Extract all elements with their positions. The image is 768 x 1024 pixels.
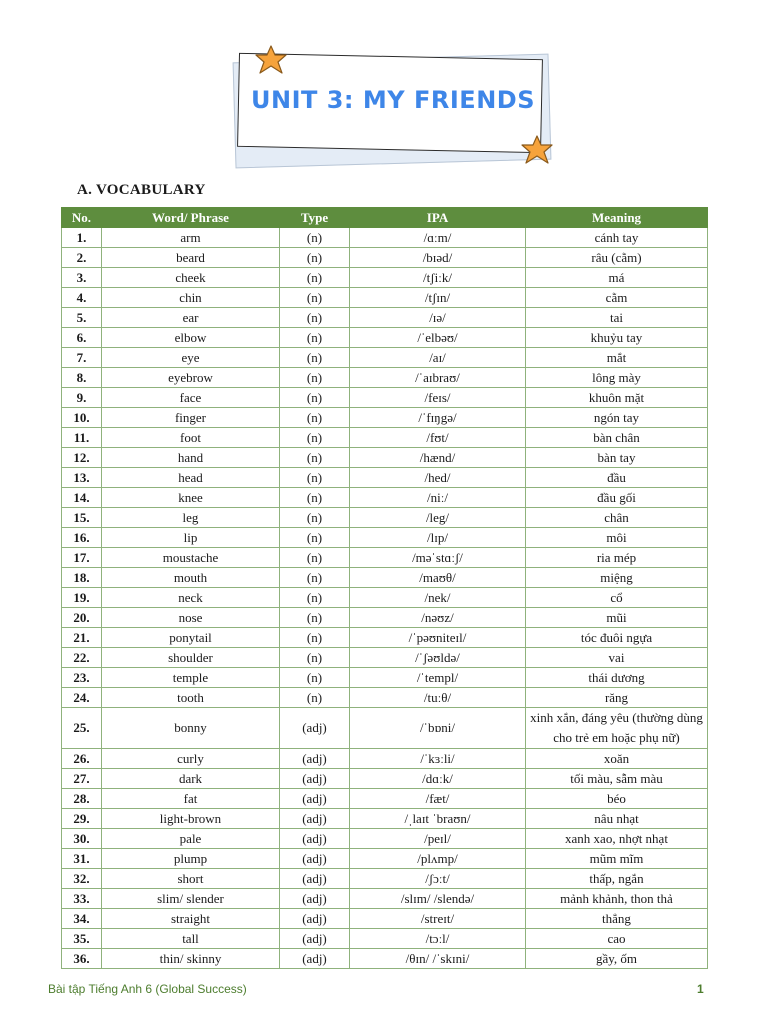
- cell-ipa: /tɔːl/: [350, 929, 526, 949]
- cell-no: 3.: [62, 268, 102, 288]
- header-no: No.: [62, 208, 102, 228]
- cell-no: 29.: [62, 809, 102, 829]
- cell-no: 18.: [62, 568, 102, 588]
- cell-word: head: [102, 468, 280, 488]
- cell-word: slim/ slender: [102, 889, 280, 909]
- cell-type: (n): [280, 448, 350, 468]
- cell-meaning: cổ: [526, 588, 708, 608]
- table-row: [62, 668, 708, 688]
- cell-meaning: bàn chân: [526, 428, 708, 448]
- cell-ipa: /ʃɔːt/: [350, 869, 526, 889]
- cell-no: 27.: [62, 769, 102, 789]
- table-row: [62, 548, 708, 568]
- cell-ipa: /maʊθ/: [350, 568, 526, 588]
- cell-meaning: thái dương: [526, 668, 708, 688]
- cell-type: (n): [280, 328, 350, 348]
- table-row: [62, 508, 708, 528]
- cell-word: neck: [102, 588, 280, 608]
- cell-type: (adj): [280, 708, 350, 749]
- cell-word: curly: [102, 749, 280, 769]
- cell-word: leg: [102, 508, 280, 528]
- table-row: [62, 829, 708, 849]
- cell-type: (n): [280, 528, 350, 548]
- header-type: Type: [280, 208, 350, 228]
- cell-type: (adj): [280, 909, 350, 929]
- table-row: [62, 688, 708, 708]
- cell-no: 28.: [62, 789, 102, 809]
- cell-meaning: má: [526, 268, 708, 288]
- cell-meaning: miệng: [526, 568, 708, 588]
- cell-meaning: mắt: [526, 348, 708, 368]
- cell-no: 23.: [62, 668, 102, 688]
- cell-type: (n): [280, 288, 350, 308]
- table-row: [62, 869, 708, 889]
- table-row: [62, 348, 708, 368]
- header-word: Word/ Phrase: [102, 208, 280, 228]
- cell-ipa: /peɪl/: [350, 829, 526, 849]
- cell-word: ponytail: [102, 628, 280, 648]
- header-meaning: Meaning: [526, 208, 708, 228]
- cell-no: 31.: [62, 849, 102, 869]
- cell-type: (n): [280, 688, 350, 708]
- cell-no: 20.: [62, 608, 102, 628]
- cell-ipa: /hænd/: [350, 448, 526, 468]
- cell-word: fat: [102, 789, 280, 809]
- cell-type: (n): [280, 508, 350, 528]
- cell-type: (n): [280, 588, 350, 608]
- table-row: [62, 248, 708, 268]
- cell-word: pale: [102, 829, 280, 849]
- cell-meaning: đầu gối: [526, 488, 708, 508]
- cell-type: (adj): [280, 769, 350, 789]
- cell-meaning: lông mày: [526, 368, 708, 388]
- cell-type: (n): [280, 248, 350, 268]
- table-body: [62, 228, 708, 969]
- cell-ipa: /tʃiːk/: [350, 268, 526, 288]
- cell-meaning: béo: [526, 789, 708, 809]
- cell-no: 6.: [62, 328, 102, 348]
- cell-word: eyebrow: [102, 368, 280, 388]
- cell-ipa: /aɪ/: [350, 348, 526, 368]
- section-heading: A. VOCABULARY: [77, 182, 206, 198]
- cell-type: (n): [280, 348, 350, 368]
- cell-type: (adj): [280, 809, 350, 829]
- table-row: [62, 608, 708, 628]
- cell-word: knee: [102, 488, 280, 508]
- cell-no: 13.: [62, 468, 102, 488]
- table-row: [62, 468, 708, 488]
- table-row: [62, 228, 708, 248]
- cell-type: (n): [280, 368, 350, 388]
- cell-ipa: /ˈtempl/: [350, 668, 526, 688]
- cell-word: dark: [102, 769, 280, 789]
- cell-ipa: /nəʊz/: [350, 608, 526, 628]
- cell-no: 24.: [62, 688, 102, 708]
- cell-meaning: tối màu, sẫm màu: [526, 769, 708, 789]
- cell-word: nose: [102, 608, 280, 628]
- table-row: [62, 769, 708, 789]
- cell-no: 26.: [62, 749, 102, 769]
- page-number: 1: [697, 982, 704, 996]
- cell-meaning: tóc đuôi ngựa: [526, 628, 708, 648]
- star-icon: [518, 134, 556, 166]
- table-row: [62, 448, 708, 468]
- cell-meaning: cằm: [526, 288, 708, 308]
- cell-no: 21.: [62, 628, 102, 648]
- cell-meaning: mũm mĩm: [526, 849, 708, 869]
- cell-word: ear: [102, 308, 280, 328]
- cell-no: 36.: [62, 949, 102, 969]
- cell-word: plump: [102, 849, 280, 869]
- cell-ipa: /ˈpəʊniteɪl/: [350, 628, 526, 648]
- cell-word: mouth: [102, 568, 280, 588]
- cell-type: (n): [280, 408, 350, 428]
- cell-type: (n): [280, 608, 350, 628]
- cell-type: (adj): [280, 829, 350, 849]
- cell-word: lip: [102, 528, 280, 548]
- cell-word: finger: [102, 408, 280, 428]
- cell-type: (n): [280, 568, 350, 588]
- cell-ipa: /nek/: [350, 588, 526, 608]
- cell-word: light-brown: [102, 809, 280, 829]
- cell-meaning: cánh tay: [526, 228, 708, 248]
- cell-meaning: khuôn mặt: [526, 388, 708, 408]
- cell-ipa: /fæt/: [350, 789, 526, 809]
- cell-meaning: gầy, ốm: [526, 949, 708, 969]
- cell-ipa: /tʃɪn/: [350, 288, 526, 308]
- cell-type: (n): [280, 548, 350, 568]
- cell-ipa: /tuːθ/: [350, 688, 526, 708]
- cell-type: (n): [280, 668, 350, 688]
- cell-word: bonny: [102, 708, 280, 749]
- cell-meaning: thẳng: [526, 909, 708, 929]
- cell-meaning: nâu nhạt: [526, 809, 708, 829]
- cell-meaning: râu (cằm): [526, 248, 708, 268]
- title-banner: [230, 44, 556, 168]
- cell-meaning: vai: [526, 648, 708, 668]
- cell-ipa: /bɪəd/: [350, 248, 526, 268]
- cell-no: 12.: [62, 448, 102, 468]
- cell-ipa: /ˈkɜːli/: [350, 749, 526, 769]
- cell-ipa: /streɪt/: [350, 909, 526, 929]
- cell-meaning: ngón tay: [526, 408, 708, 428]
- cell-word: eye: [102, 348, 280, 368]
- cell-word: tall: [102, 929, 280, 949]
- table-row: [62, 428, 708, 448]
- cell-type: (n): [280, 488, 350, 508]
- cell-type: (n): [280, 648, 350, 668]
- cell-ipa: /ɑːm/: [350, 228, 526, 248]
- cell-no: 1.: [62, 228, 102, 248]
- cell-no: 25.: [62, 708, 102, 749]
- cell-word: elbow: [102, 328, 280, 348]
- cell-type: (n): [280, 628, 350, 648]
- cell-no: 9.: [62, 388, 102, 408]
- table-row: [62, 749, 708, 769]
- table-row: [62, 288, 708, 308]
- cell-ipa: /ˈbɒni/: [350, 708, 526, 749]
- cell-ipa: /ˈelbəʊ/: [350, 328, 526, 348]
- table-row: [62, 909, 708, 929]
- table-row: [62, 328, 708, 348]
- cell-ipa: /ˈʃəʊldə/: [350, 648, 526, 668]
- cell-ipa: /plʌmp/: [350, 849, 526, 869]
- star-icon: [252, 44, 290, 76]
- cell-word: cheek: [102, 268, 280, 288]
- table-row: [62, 789, 708, 809]
- cell-type: (n): [280, 468, 350, 488]
- table-row: [62, 588, 708, 608]
- cell-ipa: /niː/: [350, 488, 526, 508]
- cell-no: 8.: [62, 368, 102, 388]
- cell-type: (adj): [280, 949, 350, 969]
- footer-text: Bài tập Tiếng Anh 6 (Global Success): [48, 982, 247, 996]
- table-row: [62, 628, 708, 648]
- cell-word: face: [102, 388, 280, 408]
- cell-meaning: đầu: [526, 468, 708, 488]
- cell-meaning: xinh xắn, đáng yêu (thường dùng cho trẻ em hoặc phụ nữ): [526, 708, 708, 749]
- cell-ipa: /feɪs/: [350, 388, 526, 408]
- cell-meaning: thấp, ngắn: [526, 869, 708, 889]
- cell-meaning: môi: [526, 528, 708, 548]
- cell-meaning: mảnh khảnh, thon thả: [526, 889, 708, 909]
- table-row: [62, 809, 708, 829]
- cell-no: 35.: [62, 929, 102, 949]
- cell-no: 10.: [62, 408, 102, 428]
- cell-type: (n): [280, 308, 350, 328]
- cell-ipa: /ˈfɪŋgə/: [350, 408, 526, 428]
- cell-no: 19.: [62, 588, 102, 608]
- cell-no: 34.: [62, 909, 102, 929]
- table-row: [62, 708, 708, 749]
- table-row: [62, 488, 708, 508]
- cell-word: straight: [102, 909, 280, 929]
- vocabulary-table: [61, 207, 708, 969]
- cell-ipa: /hed/: [350, 468, 526, 488]
- cell-meaning: mũi: [526, 608, 708, 628]
- cell-no: 7.: [62, 348, 102, 368]
- cell-meaning: xanh xao, nhợt nhạt: [526, 829, 708, 849]
- cell-word: moustache: [102, 548, 280, 568]
- cell-type: (adj): [280, 929, 350, 949]
- cell-word: temple: [102, 668, 280, 688]
- cell-no: 2.: [62, 248, 102, 268]
- cell-no: 5.: [62, 308, 102, 328]
- cell-meaning: ria mép: [526, 548, 708, 568]
- cell-no: 22.: [62, 648, 102, 668]
- cell-meaning: cao: [526, 929, 708, 949]
- cell-word: beard: [102, 248, 280, 268]
- cell-no: 11.: [62, 428, 102, 448]
- cell-word: thin/ skinny: [102, 949, 280, 969]
- table-row: [62, 949, 708, 969]
- table-row: [62, 268, 708, 288]
- cell-ipa: /ˌlaɪt ˈbraʊn/: [350, 809, 526, 829]
- cell-word: chin: [102, 288, 280, 308]
- cell-type: (adj): [280, 869, 350, 889]
- cell-type: (n): [280, 228, 350, 248]
- cell-ipa: /slɪm/ /slendə/: [350, 889, 526, 909]
- table-header-row: [62, 208, 708, 228]
- cell-type: (adj): [280, 749, 350, 769]
- cell-word: foot: [102, 428, 280, 448]
- table-row: [62, 929, 708, 949]
- header-ipa: IPA: [350, 208, 526, 228]
- cell-type: (n): [280, 268, 350, 288]
- table-row: [62, 889, 708, 909]
- cell-type: (n): [280, 428, 350, 448]
- cell-word: arm: [102, 228, 280, 248]
- cell-no: 32.: [62, 869, 102, 889]
- cell-ipa: /ɪə/: [350, 308, 526, 328]
- page-title: UNIT 3: MY FRIENDS: [251, 86, 535, 114]
- cell-type: (n): [280, 388, 350, 408]
- table-row: [62, 648, 708, 668]
- cell-no: 30.: [62, 829, 102, 849]
- table-row: [62, 408, 708, 428]
- cell-word: tooth: [102, 688, 280, 708]
- table-row: [62, 388, 708, 408]
- cell-type: (adj): [280, 889, 350, 909]
- cell-ipa: /θɪn/ /ˈskɪni/: [350, 949, 526, 969]
- cell-ipa: /lɪp/: [350, 528, 526, 548]
- cell-word: short: [102, 869, 280, 889]
- table-row: [62, 849, 708, 869]
- cell-ipa: /fʊt/: [350, 428, 526, 448]
- cell-no: 17.: [62, 548, 102, 568]
- cell-no: 14.: [62, 488, 102, 508]
- cell-no: 15.: [62, 508, 102, 528]
- cell-meaning: tai: [526, 308, 708, 328]
- cell-meaning: bàn tay: [526, 448, 708, 468]
- table-row: [62, 568, 708, 588]
- cell-meaning: răng: [526, 688, 708, 708]
- cell-meaning: chân: [526, 508, 708, 528]
- cell-ipa: /ˈaɪbraʊ/: [350, 368, 526, 388]
- cell-ipa: /dɑːk/: [350, 769, 526, 789]
- cell-no: 4.: [62, 288, 102, 308]
- cell-no: 33.: [62, 889, 102, 909]
- cell-word: hand: [102, 448, 280, 468]
- cell-meaning: xoăn: [526, 749, 708, 769]
- cell-meaning: khuỷu tay: [526, 328, 708, 348]
- cell-no: 16.: [62, 528, 102, 548]
- cell-ipa: /məˈstɑːʃ/: [350, 548, 526, 568]
- cell-type: (adj): [280, 849, 350, 869]
- cell-type: (adj): [280, 789, 350, 809]
- table-row: [62, 308, 708, 328]
- cell-ipa: /leg/: [350, 508, 526, 528]
- table-row: [62, 368, 708, 388]
- table-row: [62, 528, 708, 548]
- cell-word: shoulder: [102, 648, 280, 668]
